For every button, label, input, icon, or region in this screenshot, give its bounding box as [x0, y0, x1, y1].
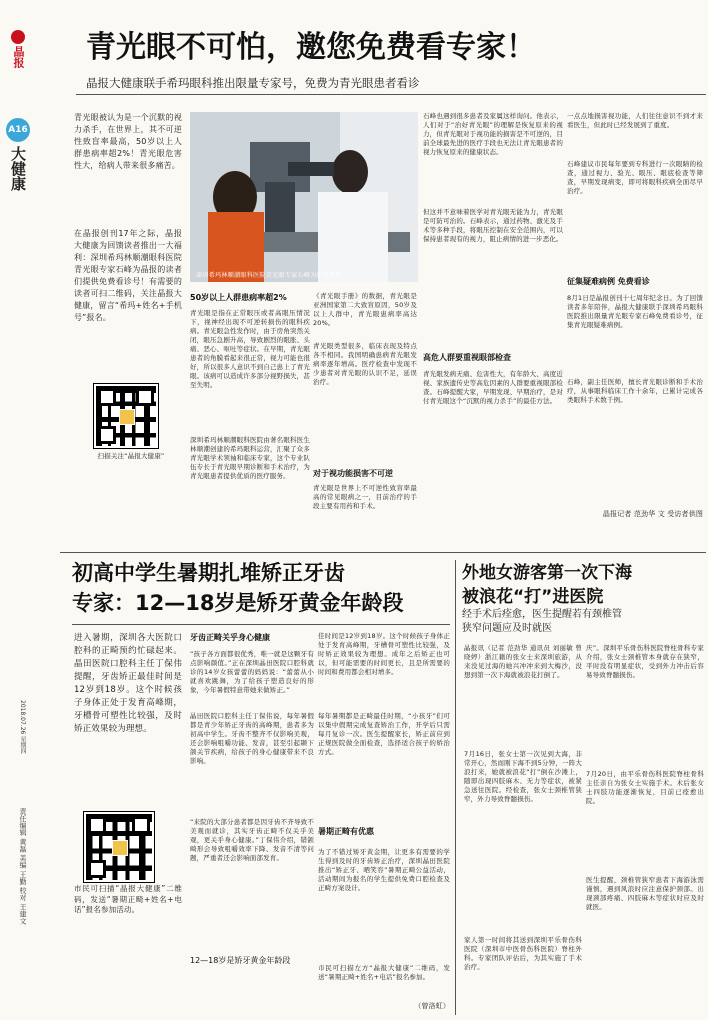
story2-sub-heading-1: 牙齿正畸关乎身心健康: [190, 633, 270, 642]
top-col3-b: 青光眼类型很多，临床表现及特点各不相同。我国明确患病青光眼发病率逐年增高。医疗检查中发现不少患者对青光眼的认识不足，延误治疗。: [313, 342, 417, 386]
top-sub-heading-4: 征集疑难病例 免费看诊: [567, 277, 650, 286]
qr-logo-icon: [119, 409, 135, 425]
top-col4-c: 青光眼发病无痛、危害性大，有年龄大、高度近视、家族遗传史等高危因素的人群要重视眼部检查。石峰提醒大家，早期发现、早期治疗，是对付青光眼这个“沉默的视力杀手”的最佳方法。: [423, 370, 563, 405]
story3-col1-c: 家人第一时间将其送到深圳平乐骨伤科医院（深圳市中医骨伤科医院）脊柱外科。专家团队评估后，为其实施了手术治疗。: [464, 936, 582, 971]
exam-scene-illustration: [190, 112, 418, 282]
top-byline: 晶报记者 范劲华 文 受访者供图: [602, 510, 703, 518]
top-offer: 在晶报创刊17年之际，晶报大健康为回馈读者推出一大福利：深圳希玛林顺潮眼科医院青光眼专家石峰为晶报的读者们提供免费看诊号！有需要的读者可扫二维码，关注晶报大健康，留言“希玛+姓名+手机号”报名。: [74, 229, 182, 322]
top-col4-a: 石峰也遇到很多患者及家属这样询问。他表示，人们对于“治好青光眼”的理解是恢复原来的视力，但青光眼对于视功能的损害是不可逆的，目前全球最先进的医疗手段也无法让青光眼患者的视力恢复原来的健康状态。: [423, 112, 563, 156]
top-qr-code[interactable]: [94, 384, 158, 448]
top-photo: [190, 112, 418, 282]
story2-col2-b: 晶田医院口腔科主任丁保伟说，每年暑假都是青少年矫正牙齿的高峰期，患者多为初高中学生。牙齿不整齐不仅影响美观，还会影响咀嚼功能、发音，甚至引起颞下颌关节疾病，给孩子的身心健康带来不良影响。: [190, 712, 314, 765]
top-col4-b: 但这并不意味着医学对青光眼无能为力，青光眼是可防可治的。石峰表示，通过药物、激光及手术等多种手段，将眼压控制在安全范围内，可以保持患者现有的视力，阻止病情的进一步恶化。: [423, 208, 563, 243]
story2-col3-d: 市民可扫描左方“晶报大健康”二维码，发送“暑期正畸+姓名+电话”报名参加。: [318, 964, 450, 981]
top-col3-a: 《青光眼手册》的数据，青光眼是亚洲国家第二大致盲原因，50岁及以上人群中，青光眼患病率高达20%。: [313, 292, 417, 327]
top-col3-c: 青光眼是世界上不可逆性致盲率最高的常见眼病之一，目前治疗的手段主要有用药和手术。: [313, 484, 417, 510]
top-intro: 青光眼被认为是一个沉默的视力杀手，在世界上，其不可逆性致盲率最高，50岁以上人群患病率超2%！青光眼危害性大，给病人带来很多痛苦。: [74, 113, 182, 170]
story3-col2-b: 7月20日，由平乐骨伤科医院脊柱骨科主任亲自为张女士实施手术。术后张女士四肢功能逐渐恢复，目前已痊愈出院。: [586, 770, 704, 805]
story2-col3-c: 为了不错过矫牙黄金期，让更多有需要的学生得到及时的牙齿矫正治疗，深圳晶田医院推出“矫正牙、晒笑容”暑期正畸公益活动，活动期间为报名的学生提供免费口腔检查及正畸方案设计。: [318, 848, 450, 892]
story2-caption: 12—18岁是矫牙黄金年龄段: [190, 956, 291, 965]
top-sub-heading-2: 对于视功能损害不可逆: [313, 469, 393, 478]
story2-col3-a: 佳时间是12岁到18岁。这个时候孩子身体正处于发育高峰期，牙槽骨可塑性比较强，及时矫正效果较为理想。成年之后矫正也可以，但可能需要的时间更长，且是所需要的时间和费用都会相对增多。: [318, 632, 450, 676]
story3-subhead-2: 狭窄问题应及时就医: [462, 623, 552, 634]
story3-col2-a: 庆”。深圳平乐骨伤科医院脊柱骨科专家介绍，张女士颈椎管本身就存在狭窄，平时没有明显症状，受到外力冲击后容易导致脊髓损伤。: [586, 644, 704, 679]
top-col5-a: 一点点地损害视功能，人们往往意识不到才来看医生，但此时已经发展到了重度。: [567, 112, 703, 129]
logo-mark-icon: [11, 30, 25, 44]
top-subhead: 晶报大健康联手希玛眼科推出限量专家号，免费为青光眼患者看诊: [86, 76, 420, 90]
masthead-logo: [5, 30, 31, 68]
story3-subhead-1: 经手术后痊愈，医生提醒若有颈椎管: [462, 609, 622, 620]
page-editors: 责任编辑 黄磊 美编 王勤 校对 王建文: [19, 808, 27, 925]
top-sub-heading-3: 高危人群要重视眼部检查: [423, 353, 511, 362]
story2-intro: 进入暑期，深圳各大医院口腔科的正畸预约忙碌起来。晶田医院口腔科主任丁保伟提醒，牙齿矫正最佳时间是12岁到18岁。这个时候孩子身体正处于发育高峰期，牙槽骨可塑性比较强，及时矫正效果较为理想。: [74, 633, 182, 734]
top-col2-b: 深圳希玛林顺潮眼科医院由著名眼科医生林顺潮创建的希玛眼科运营，汇聚了众多青光眼学术领袖和临床专家，这个专业队伍专长于青光眼早期诊断和手术治疗，为青光眼患者提供优质的医疗服务。: [190, 436, 310, 480]
story3-headline-2: 被浪花“打”进医院: [462, 587, 604, 607]
logo-text: 晶报: [12, 46, 25, 68]
section-name: 大健康: [9, 146, 27, 191]
story2-qr-caption: 市民可扫描“晶报大健康”二维码，发送“暑期正畸+姓名+电话”报名参加活动。: [74, 884, 182, 914]
story2-qr-code[interactable]: [84, 812, 154, 882]
top-col5-b: 石峰建议市民每年要到专科进行一次眼睛的检查，通过视力、验光、眼压、眼底检查等筛查，早期发现病变，即可将眼科疾病全面尽早治疗。: [567, 160, 703, 195]
story2-byline: （曾洛虹）: [414, 1002, 450, 1010]
story2-headline-2: 专家：12—18岁是矫牙黄金年龄段: [72, 591, 404, 615]
top-headline: 青光眼不可怕，邀您免费看专家！: [86, 30, 536, 65]
top-col5-c: 8月1日是晶报创刊十七周年纪念日。为了回馈读者多年陪伴，晶报大健康联手深圳希玛眼科医院推出限量青光眼专家石峰免费看诊号，征集青光眼疑难病例。: [567, 294, 703, 329]
story2-headline-1: 初高中学生暑期扎堆矫正牙齿: [72, 561, 345, 585]
top-col5-d: 石峰，副主任医师，擅长青光眼诊断和手术治疗，从事眼科临床工作十余年，已累计完成各类眼科手术数千例。: [567, 378, 703, 404]
story2-col3-b: 每年暑期都是正畸最佳时期，“小孩牙”们可以集中假期完成复查矫治工作，开学后只需每月复诊一次。医生提醒家长，矫正前应到正规医院做全面检查，选择适合孩子的矫治方式。: [318, 712, 450, 756]
story3-headline-1: 外地女游客第一次下海: [462, 563, 632, 583]
top-col2-a: 青光眼是指在正常眼压或者高眼压情况下，视神经出现不可逆转损伤的眼科疾病。青光眼急性发作时，由于房角突然关闭，眼压急剧升高，导致剧烈的眼胀、头痛、恶心、呕吐等症状。在早期，青光眼患者的角膜看起来很正常，视力可能也很好，所以很多人意识不到自己患上了青光眼。该病可以造成许多部分视野损失，甚至失明。: [190, 309, 310, 389]
qr-logo-icon: [112, 840, 128, 856]
story2-col2-a: “孩子各方面都很优秀，唯一就是这颗牙有点影响颜值。”正在深圳晶田医院口腔科就诊的14岁女孩蕾蕾的妈妈说：“蕾蕾从小就喜欢跳舞，为了给孩子塑造良好的形象，今年暑假特意带她来做矫正。”: [190, 650, 314, 694]
top-qr-caption: 扫描关注“晶报大健康”: [97, 452, 165, 460]
story3-col1-b: 7月16日，张女士第一次见到大海，非常开心，然而刚下海不到5分钟，一阵大浪打来，她就被浪花“打”倒在沙滩上，随即出现四肢麻木、无力等症状，被紧急送往医院。经检查，张女士颈椎管狭窄，外力导致脊髓损伤。: [464, 750, 582, 803]
top-photo-caption: 深圳希玛林顺潮眼科医院青光眼专家石峰为患者看诊。: [196, 272, 349, 279]
top-sub-heading-1: 50岁以上人群患病率超2%: [190, 293, 287, 302]
story3-col2-c: 医生提醒，颈椎管狭窄患者下海游泳需谨慎，遇到风浪时应注意保护颈部。出现颈部疼痛、四肢麻木等症状时应及时就医。: [586, 876, 704, 911]
story3-col1-a: 晶报讯（记者 范劲华 通讯员 刘丽敏 曾晓婷）浙江籍的张女士来深圳旅游，从来没见过海的她兴冲冲来到大梅沙，没想到第一次下海就被浪花打倒了。: [464, 644, 582, 679]
page-date: 2018.07.26 星期四: [19, 700, 26, 755]
story2-sub-heading-2: 暑期正畸有优惠: [318, 827, 374, 836]
story2-col2-c: “来院的大部分患者都是因牙齿不齐导致不美观而就诊，其实牙齿正畸不仅关乎美观，更关乎身心健康。”丁保伟介绍，错颌畸形会导致咀嚼效率下降、发音不清等问题，严重者还会影响面部发育。: [190, 818, 314, 862]
section-badge: A16: [6, 118, 30, 142]
